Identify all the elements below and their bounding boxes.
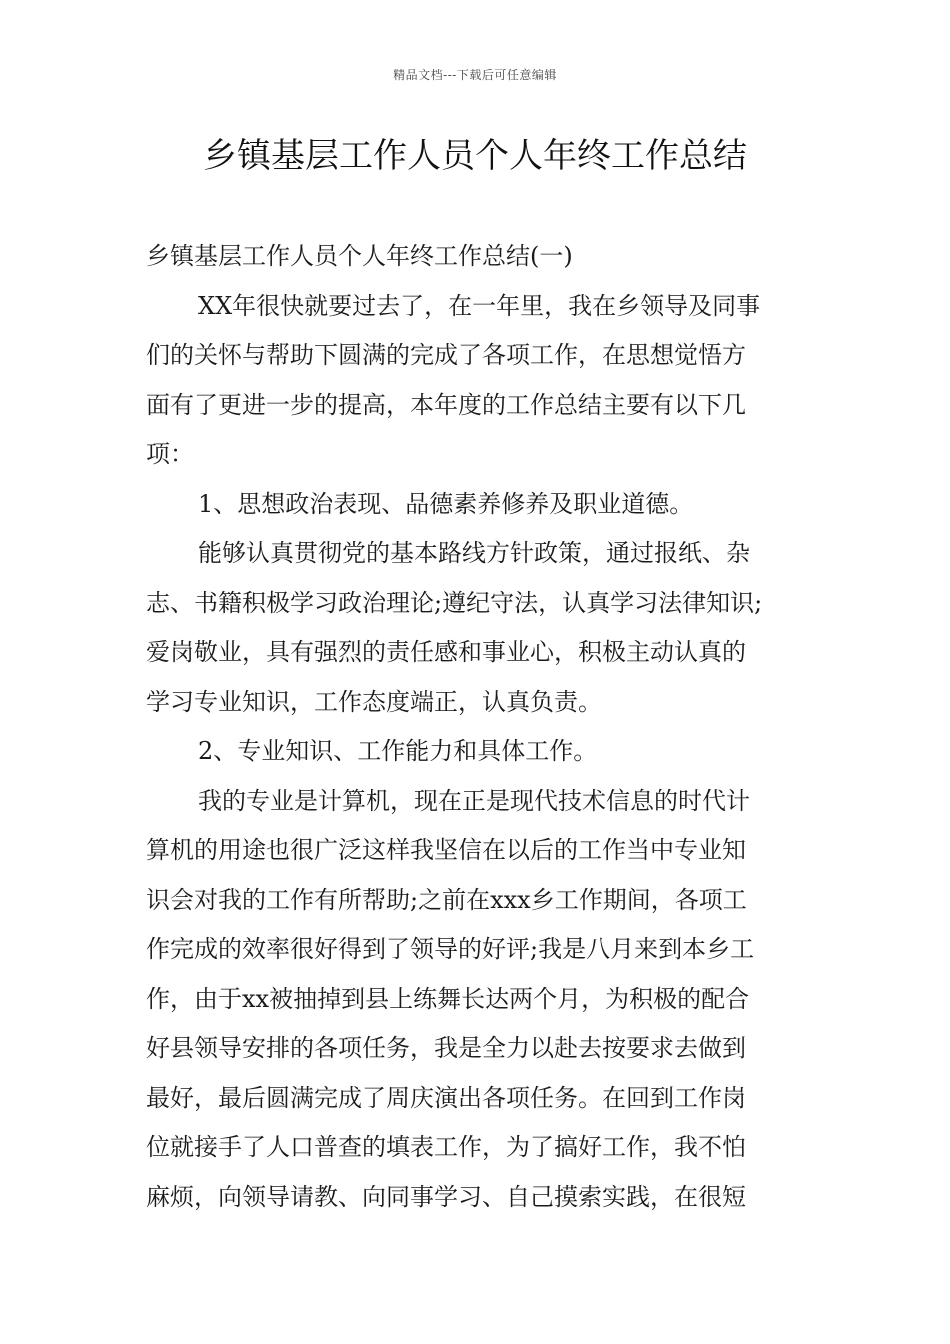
body-line: 我的专业是计算机，现在正是现代技术信息的时代计 <box>198 786 750 815</box>
body-line: 学习专业知识，工作态度端正，认真负责。 <box>146 687 602 716</box>
header-note: 精品文档---下载后可任意编辑 <box>393 68 557 82</box>
body-line: 麻烦，向领导请教、向同事学习、自己摸索实践，在很短 <box>146 1182 746 1211</box>
document-body <box>146 232 808 1222</box>
body-line: 作完成的效率很好得到了领导的好评;我是八月来到本乡工 <box>146 935 755 963</box>
body-line: 能够认真贯彻党的基本路线方针政策，通过报纸、杂 <box>198 539 750 567</box>
body-line: 们的关怀与帮助下圆满的完成了各项工作，在思想觉悟方 <box>146 341 746 369</box>
document-title: 乡镇基层工作人员个人年终工作总结 <box>203 136 747 176</box>
body-line: 最好，最后圆满完成了周庆演出各项任务。在回到工作岗 <box>146 1083 746 1112</box>
body-line: 位就接手了人口普查的填表工作，为了搞好工作，我不怕 <box>146 1133 746 1161</box>
body-line: 项： <box>146 440 194 468</box>
body-line: 好县领导安排的各项任务，我是全力以赴去按要求去做到 <box>146 1034 746 1062</box>
body-line: 算机的用途也很广泛这样我坚信在以后的工作当中专业知 <box>146 836 746 864</box>
body-line: 2、专业知识、工作能力和具体工作。 <box>198 737 598 765</box>
body-line: 作，由于xx被抽掉到县上练舞长达两个月，为积极的配合 <box>146 984 750 1013</box>
body-line: XX年很快就要过去了，在一年里，我在乡领导及同事 <box>198 291 761 320</box>
body-line: 1、思想政治表现、品德素养修养及职业道德。 <box>198 489 694 518</box>
body-line: 面有了更进一步的提高，本年度的工作总结主要有以下几 <box>146 390 746 419</box>
body-line: 识会对我的工作有所帮助;之前在xxx乡工作期间，各项工 <box>146 885 747 914</box>
body-line: 志、书籍积极学习政治理论;遵纪守法，认真学习法律知识; <box>146 588 763 617</box>
body-line: 乡镇基层工作人员个人年终工作总结(一) <box>146 242 573 270</box>
body-line: 爱岗敬业，具有强烈的责任感和事业心，积极主动认真的 <box>146 638 746 666</box>
